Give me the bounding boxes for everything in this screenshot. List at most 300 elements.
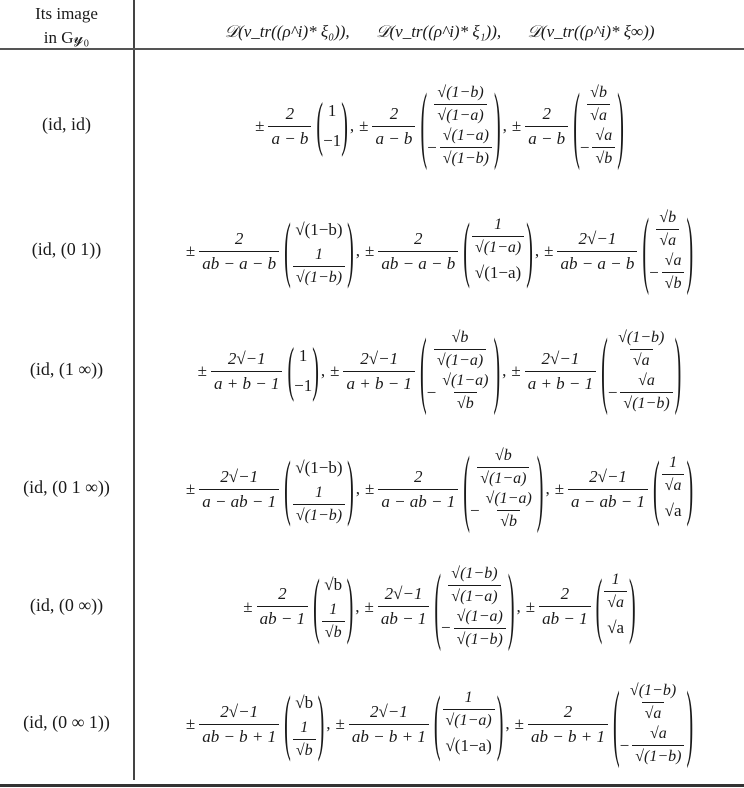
denominator: a + b − 1 xyxy=(525,371,596,395)
numerator: √a xyxy=(649,725,667,742)
numerator: 2 xyxy=(542,103,551,123)
table-row xyxy=(0,430,744,548)
vector-entries xyxy=(320,570,347,643)
separator-comma: , xyxy=(355,479,360,498)
denominator: √a xyxy=(587,104,610,126)
denominator: √(1−a) xyxy=(434,104,486,126)
denominator: ab − b + 1 xyxy=(528,724,608,748)
vector-entry xyxy=(654,208,681,251)
denominator: √b xyxy=(293,739,316,761)
column-vector xyxy=(419,323,501,419)
numerator: 2√−1 xyxy=(220,701,259,721)
vector-entry xyxy=(475,446,531,489)
right-paren: ) xyxy=(617,78,624,174)
formula-term xyxy=(364,210,533,292)
column-vector xyxy=(420,78,501,174)
denominator: √a xyxy=(662,474,685,496)
entry-fraction xyxy=(434,83,486,126)
formula-term xyxy=(554,448,694,530)
numerator: 2√−1 xyxy=(578,228,617,248)
right-paren: ) xyxy=(526,210,533,292)
column-vector xyxy=(284,448,354,530)
left-paren: ( xyxy=(420,78,428,174)
plus-minus-sign: ± xyxy=(364,479,375,498)
column-vector xyxy=(434,559,515,654)
vector-entries xyxy=(291,215,347,288)
right-paren: ) xyxy=(346,566,354,647)
numerator: 1 xyxy=(464,688,473,706)
right-paren: ) xyxy=(686,676,694,772)
formula-term xyxy=(185,210,354,292)
denominator: ab − b + 1 xyxy=(199,724,279,748)
numerator: √(1−a) xyxy=(442,372,489,389)
vector-entry xyxy=(470,215,526,258)
left-paren: ( xyxy=(595,566,603,647)
entry-value: √b xyxy=(324,575,343,594)
vector-entry xyxy=(620,724,687,767)
coefficient-fraction xyxy=(528,701,608,748)
right-paren: ) xyxy=(317,683,325,765)
left-paren: ( xyxy=(463,441,470,537)
formula-term xyxy=(511,78,624,174)
row-formula xyxy=(135,430,744,548)
denominator: ab − a − b xyxy=(378,251,458,275)
plus-minus-sign: ± xyxy=(544,241,554,260)
entry-fraction xyxy=(587,83,610,126)
entry-value: √b xyxy=(295,692,314,712)
numerator: 1 xyxy=(611,571,620,588)
numerator: √(1−b) xyxy=(629,682,677,699)
right-paren: ) xyxy=(674,323,682,419)
vector-entries xyxy=(441,564,508,650)
plus-minus-sign: ± xyxy=(364,241,375,260)
formula-term xyxy=(243,566,354,647)
coefficient-fraction xyxy=(199,701,279,748)
right-paren: ) xyxy=(536,441,544,537)
vector-entry xyxy=(660,453,687,496)
denominator: ab − 1 xyxy=(257,606,308,630)
entry-fraction xyxy=(443,688,495,731)
vector-entry xyxy=(291,718,318,761)
separator-comma: , xyxy=(349,116,355,135)
numerator: 2√−1 xyxy=(227,348,266,368)
entry-value: −1 xyxy=(323,131,342,150)
plus-minus-sign: ± xyxy=(185,714,196,733)
table-row xyxy=(0,190,744,312)
coefficient-fraction xyxy=(539,583,590,630)
numerator: √(1−b) xyxy=(451,564,498,582)
formula-term xyxy=(185,683,325,765)
separator-comma: , xyxy=(545,479,550,498)
column-vector xyxy=(313,566,354,647)
denominator: √a xyxy=(630,349,653,371)
row-label: (id, (0 ∞ 1)) xyxy=(23,712,110,732)
numerator: 2√−1 xyxy=(369,701,408,721)
vector-entries xyxy=(294,341,312,401)
formula-term xyxy=(511,323,682,419)
numerator: 2 xyxy=(234,228,244,248)
formula-term xyxy=(335,683,504,765)
right-paren: ) xyxy=(507,559,515,654)
left-paren: ( xyxy=(284,683,291,765)
numerator: √b xyxy=(590,84,607,101)
formula-term xyxy=(364,559,515,654)
left-paren: ( xyxy=(284,448,291,530)
vector-entry xyxy=(441,607,508,650)
separator-comma: , xyxy=(505,714,510,733)
formula-term xyxy=(364,441,544,537)
plus-minus-sign: ± xyxy=(197,361,207,380)
right-paren: ) xyxy=(629,566,636,647)
plus-minus-sign: ± xyxy=(514,714,524,733)
plus-minus-sign: ± xyxy=(554,479,565,498)
entry-fraction xyxy=(293,245,345,288)
entry-fraction xyxy=(604,570,627,613)
numerator: 2 xyxy=(278,584,287,603)
column-vector xyxy=(433,683,504,765)
vector-entries xyxy=(323,96,341,156)
entry-fraction xyxy=(662,453,685,496)
bottom-rule xyxy=(0,784,744,787)
row-label: (id, (0 1)) xyxy=(31,239,102,259)
plus-minus-sign: ± xyxy=(525,596,536,616)
table-row xyxy=(0,312,744,430)
numerator: 2 xyxy=(389,103,399,123)
numerator: 1 xyxy=(669,453,678,471)
numerator: √b xyxy=(659,209,677,226)
coefficient-fraction xyxy=(568,466,648,513)
coefficient-fraction xyxy=(257,583,308,630)
entry-fraction xyxy=(439,371,491,414)
minus-sign: − xyxy=(607,382,618,402)
entry-fraction xyxy=(592,126,615,169)
coefficient-fraction xyxy=(378,228,458,275)
numerator: 2√−1 xyxy=(360,348,399,368)
numerator: 2√−1 xyxy=(541,348,580,368)
entry-value: √(1−a) xyxy=(474,262,522,282)
denominator: √(1−a) xyxy=(434,349,486,371)
left-paren: ( xyxy=(287,338,295,404)
vector-entry xyxy=(291,245,347,288)
entry-fraction xyxy=(662,251,685,294)
entry-value: −1 xyxy=(294,376,313,395)
vector-entry xyxy=(432,83,488,126)
plus-minus-sign: ± xyxy=(359,116,369,135)
formula-term xyxy=(185,448,354,530)
numerator: √a xyxy=(638,372,655,389)
vector-entries xyxy=(620,681,687,767)
numerator: 2 xyxy=(414,466,423,486)
right-paren: ) xyxy=(686,203,694,299)
separator-comma: , xyxy=(326,714,331,733)
coefficient-fraction xyxy=(378,583,429,630)
left-paren: ( xyxy=(612,676,620,772)
denominator: a + b − 1 xyxy=(211,371,282,395)
column-vector xyxy=(463,210,533,292)
denominator: a + b − 1 xyxy=(343,371,414,395)
vector-entries xyxy=(602,570,629,643)
numerator: 2 xyxy=(285,103,295,123)
plus-minus-sign: ± xyxy=(330,361,340,380)
minus-sign: − xyxy=(426,382,437,402)
denominator: √(1−a) xyxy=(443,709,495,731)
formula-term xyxy=(359,78,501,174)
numerator: √a xyxy=(664,252,682,269)
left-paren: ( xyxy=(573,78,580,174)
column-vector xyxy=(595,566,636,647)
vector-entry xyxy=(602,570,629,613)
right-paren: ) xyxy=(347,448,354,530)
vector-entry xyxy=(295,215,342,245)
numerator: 2√−1 xyxy=(220,466,259,486)
vector-entry xyxy=(432,328,488,371)
denominator: √b xyxy=(662,272,685,294)
column-vector xyxy=(573,78,624,174)
vector-entries xyxy=(580,83,617,169)
column-vector xyxy=(653,448,694,530)
left-paren: ( xyxy=(434,559,441,654)
denominator: √a xyxy=(656,229,679,251)
denominator: ab − a − b xyxy=(199,251,279,275)
coefficient-fraction xyxy=(343,348,414,395)
denominator: √(1−a) xyxy=(477,467,529,489)
right-paren: ) xyxy=(686,448,694,530)
row-label: (id, (0 ∞)) xyxy=(29,594,104,615)
coefficient-fraction xyxy=(199,466,279,513)
denominator: √(1−b) xyxy=(293,266,345,288)
vector-entry xyxy=(446,564,502,607)
table-row xyxy=(0,62,744,190)
vector-entry xyxy=(294,371,312,401)
vector-entry xyxy=(585,83,612,126)
coefficient-fraction xyxy=(378,466,458,513)
numerator: 2 xyxy=(563,701,573,721)
vector-entry xyxy=(445,731,491,761)
vector-entries xyxy=(660,453,687,526)
vector-entry xyxy=(607,613,624,643)
separator-comma: , xyxy=(516,596,521,616)
plus-minus-sign: ± xyxy=(255,116,265,135)
entry-fraction xyxy=(454,607,506,650)
vector-entry xyxy=(299,341,308,371)
denominator: a − b xyxy=(268,126,311,150)
entry-fraction xyxy=(434,328,486,371)
left-paren: ( xyxy=(642,203,650,299)
denominator: √b xyxy=(497,510,520,532)
left-paren: ( xyxy=(653,448,660,530)
denominator: √a xyxy=(604,591,627,613)
vector-entry xyxy=(295,453,342,483)
vector-entry xyxy=(665,496,682,526)
formula-term xyxy=(197,338,319,404)
vector-entries xyxy=(441,688,497,761)
row-label: (id, (0 1 ∞)) xyxy=(23,477,110,497)
coefficient-fraction xyxy=(525,103,568,150)
denominator: √(1−a) xyxy=(472,236,524,258)
header-image-column xyxy=(0,2,133,50)
right-paren: ) xyxy=(347,210,354,292)
right-paren: ) xyxy=(493,323,501,419)
numerator: 2 xyxy=(414,228,423,248)
row-formula xyxy=(135,62,744,190)
formula-term xyxy=(330,323,501,419)
entry-fraction xyxy=(656,208,679,251)
entry-value: √(1−b) xyxy=(295,219,343,239)
vector-entry xyxy=(328,96,337,126)
row-formula xyxy=(135,190,744,312)
vector-entries xyxy=(649,208,686,294)
numerator: √a xyxy=(595,127,613,144)
plus-minus-sign: ± xyxy=(185,241,196,260)
column-vector xyxy=(601,323,682,419)
denominator: ab − a − b xyxy=(557,251,637,275)
column-vector xyxy=(463,441,544,537)
entry-fraction xyxy=(477,446,529,489)
numerator: 2√−1 xyxy=(589,466,627,486)
denominator: √b xyxy=(592,147,615,169)
plus-minus-sign: ± xyxy=(364,596,374,616)
vector-entry xyxy=(320,600,347,643)
formula-term xyxy=(544,203,694,299)
left-paren: ( xyxy=(601,323,608,419)
entry-fraction xyxy=(293,483,345,526)
entry-fraction xyxy=(322,600,345,643)
plus-minus-sign: ± xyxy=(335,714,345,733)
denominator: a − b xyxy=(525,126,568,150)
numerator: √(1−a) xyxy=(456,607,503,625)
denominator: √(1−b) xyxy=(620,392,672,414)
plus-minus-sign: ± xyxy=(511,116,522,135)
vector-entry xyxy=(295,688,313,718)
minus-sign: − xyxy=(579,137,590,157)
left-paren: ( xyxy=(313,566,320,647)
denominator: ab − 1 xyxy=(539,606,590,630)
numerator: √b xyxy=(451,329,469,346)
plus-minus-sign: ± xyxy=(243,596,253,616)
coefficient-fraction xyxy=(557,228,637,275)
separator-comma: , xyxy=(355,596,360,616)
entry-value: √(1−a) xyxy=(445,735,492,755)
formula-term xyxy=(255,93,348,159)
entry-fraction xyxy=(620,371,672,414)
vector-entries xyxy=(291,688,318,761)
denominator: ab − 1 xyxy=(378,606,429,630)
right-paren: ) xyxy=(496,683,504,765)
formula-term xyxy=(514,676,694,772)
denominator: √a xyxy=(642,702,665,724)
formula-term xyxy=(525,566,636,647)
right-paren: ) xyxy=(341,93,348,159)
plus-minus-sign: ± xyxy=(511,361,521,380)
minus-sign: − xyxy=(427,137,437,157)
entry-fraction xyxy=(632,724,684,767)
numerator: 1 xyxy=(329,601,338,618)
denominator: a − ab − 1 xyxy=(199,489,279,513)
denominator: √b xyxy=(454,392,477,414)
vector-entry xyxy=(427,126,494,169)
vector-entries xyxy=(291,453,347,526)
column-vector xyxy=(284,683,325,765)
entry-value: √a xyxy=(664,500,682,520)
table-row xyxy=(0,665,744,783)
header-left-line1: Its image xyxy=(35,4,98,23)
denominator: √(1−b) xyxy=(440,147,492,169)
left-paren: ( xyxy=(284,210,291,292)
separator-comma: , xyxy=(534,241,540,260)
vector-entry xyxy=(608,371,675,414)
denominator: a − ab − 1 xyxy=(568,489,648,513)
entry-fraction xyxy=(440,126,492,169)
vector-entries xyxy=(470,215,526,288)
left-paren: ( xyxy=(433,683,441,765)
table-row xyxy=(0,548,744,665)
header-left-line2: in G𝓎₀ xyxy=(43,28,90,47)
vector-entry xyxy=(427,371,494,414)
denominator: √(1−b) xyxy=(632,745,684,767)
separator-comma: , xyxy=(320,361,326,380)
denominator: √(1−b) xyxy=(293,504,345,526)
entry-value: 1 xyxy=(298,346,308,365)
column-vector xyxy=(642,203,694,299)
plus-minus-sign: ± xyxy=(185,479,196,498)
numerator: 1 xyxy=(314,483,323,501)
left-paren: ( xyxy=(419,323,427,419)
separator-comma: , xyxy=(502,116,507,135)
minus-sign: − xyxy=(619,735,630,755)
coefficient-fraction xyxy=(199,228,279,275)
separator-comma: , xyxy=(502,361,507,380)
coefficient-fraction xyxy=(525,348,596,395)
numerator: 2√−1 xyxy=(384,584,423,603)
entry-fraction xyxy=(448,564,500,607)
vector-entries xyxy=(470,446,537,532)
row-formula xyxy=(135,312,744,430)
denominator: √b xyxy=(322,621,345,643)
coefficient-fraction xyxy=(211,348,282,395)
minus-sign: − xyxy=(441,618,451,637)
left-paren: ( xyxy=(316,93,324,159)
vector-entry xyxy=(613,328,669,371)
denominator: √(1−a) xyxy=(448,585,500,607)
vector-entry xyxy=(470,489,537,532)
vector-entry xyxy=(291,483,347,526)
vector-entries xyxy=(427,83,494,169)
right-paren: ) xyxy=(312,338,319,404)
coefficient-fraction xyxy=(372,103,415,150)
column-vector xyxy=(284,210,354,292)
entry-fraction xyxy=(627,681,679,724)
numerator: 1 xyxy=(494,215,503,233)
numerator: √(1−b) xyxy=(437,84,484,101)
numerator: √(1−b) xyxy=(618,329,665,346)
numerator: √b xyxy=(494,447,512,464)
vector-entries xyxy=(608,328,675,414)
entry-fraction xyxy=(472,215,524,258)
entry-fraction xyxy=(483,489,535,532)
numerator: 1 xyxy=(314,245,323,263)
vector-entry xyxy=(475,258,521,288)
vector-entry xyxy=(580,126,617,169)
coefficient-fraction xyxy=(268,103,311,150)
entry-value: √a xyxy=(607,618,625,637)
coefficient-fraction xyxy=(349,701,429,748)
header-col-xi0: 𝒟(ν_tr((ρ^i)* ξ₀)), xyxy=(224,22,350,41)
numerator: √(1−a) xyxy=(442,127,489,144)
entry-value: √(1−b) xyxy=(295,457,343,477)
column-vector xyxy=(287,338,319,404)
right-paren: ) xyxy=(493,78,501,174)
denominator: a − b xyxy=(372,126,415,150)
